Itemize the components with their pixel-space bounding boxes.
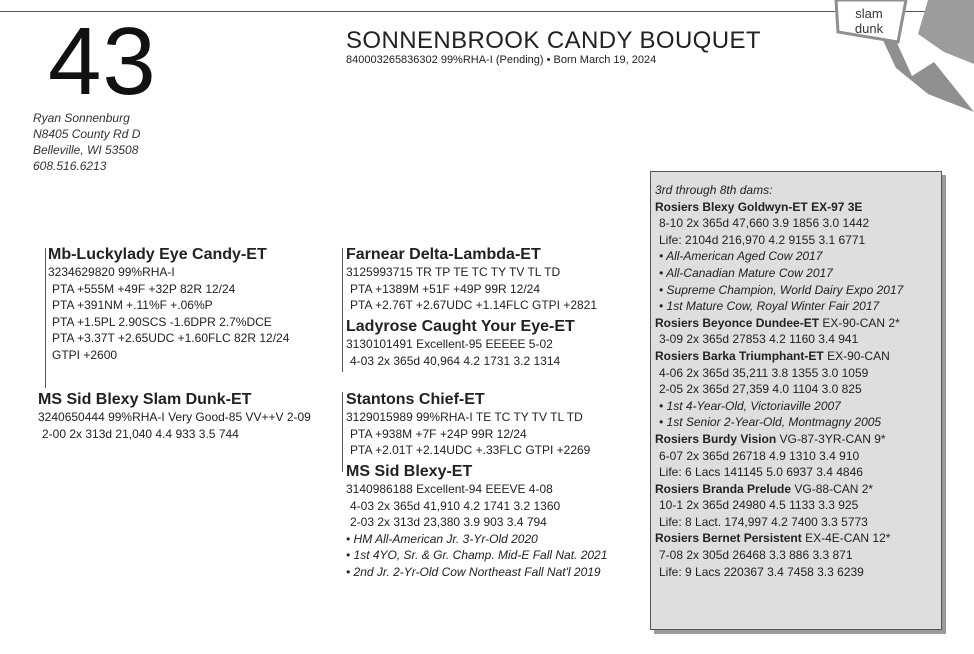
dam-8-record: 7-08 2x 305d 26468 3.3 886 3.3 871 [659, 548, 853, 563]
dam-dam-block [346, 463, 607, 581]
dam-5-title [655, 348, 937, 365]
dam-sire-line: PTA +938M +7F +24P 99R 12/24 [350, 426, 527, 441]
consignor-phone: 608.516.6213 [33, 159, 107, 173]
dam-sire-line: 3129015989 99%RHA-I TE TC TY TV TL TD [346, 410, 583, 424]
ribbon-label [836, 6, 902, 36]
dam-3-record: 8-10 2x 365d 47,660 3.9 1856 3.0 1442 [659, 216, 870, 231]
dam-block [38, 391, 311, 442]
dam-4-record: 3-09 2x 365d 27853 4.2 1160 3.4 941 [659, 332, 859, 347]
sire-dam-block [346, 318, 575, 369]
sire-sire-name: Farnear Delta-Lambda-ET [346, 246, 541, 263]
dam-6-class: VG-87-3YR-CAN 9* [779, 431, 886, 446]
dam-5-note: • 1st Senior 2-Year-Old, Montmagny 2005 [659, 415, 882, 430]
sire-dam-name: Ladyrose Caught Your Eye-ET [346, 318, 575, 335]
sire-line: GTPI +2600 [52, 347, 118, 362]
dam-dam-note: • HM All-American Jr. 3-Yr-Old 2020 [346, 531, 538, 546]
sire-line: PTA +3.37T +2.65UDC +1.60FLC 82R 12/24 [52, 331, 290, 346]
dam-sire-name: Stantons Chief-ET [346, 391, 485, 408]
sire-line: 3234629820 99%RHA-I [48, 265, 175, 279]
dam-3-title [655, 199, 937, 216]
dam-7-record: Life: 8 Lact. 174,997 4.2 7400 3.3 5773 [659, 514, 868, 529]
ribbon-line-1: slam [855, 6, 883, 21]
dam-dam-line: 4-03 2x 365d 41,910 4.2 1741 3.2 1360 [350, 498, 561, 513]
dam-line: 3240650444 99%RHA-I Very Good-85 VV++V 2-09 [38, 410, 311, 424]
sire-line: PTA +1.5PL 2.90SCS -1.6DPR 2.7%DCE [52, 314, 272, 329]
dam-3-note: • Supreme Champion, World Dairy Expo 2017 [659, 282, 904, 297]
sire-sire-line: PTA +1389M +51F +49P 99R 12/24 [350, 281, 541, 296]
dams-heading: 3rd through 8th dams: [655, 183, 773, 197]
dam-sire-block [346, 391, 590, 459]
dam-sire-line: PTA +2.01T +2.14UDC +.33FLC GTPI +2269 [350, 443, 591, 458]
sire-line: PTA +555M +49F +32P 82R 12/24 [52, 281, 236, 296]
ribbon-line-2: dunk [854, 21, 884, 36]
dam-dam-line: 2-03 2x 313d 23,380 3.9 903 3.4 794 [350, 515, 547, 530]
sire-line: PTA +391NM +.11%F +.06%P [52, 298, 213, 313]
dam-8-record: Life: 9 Lacs 220367 3.4 7458 3.3 6239 [659, 564, 864, 579]
sire-dam-line: 3130101491 Excellent-95 EEEEE 5-02 [346, 337, 553, 351]
dam-8-name: Rosiers Bernet Persistent [655, 531, 802, 546]
sire-sire-block [346, 246, 597, 314]
sire-sire-bracket [342, 248, 343, 372]
dam-dam-line: 3140986188 Excellent-94 EEEVE 4-08 [346, 482, 553, 496]
dam-sire-bracket [342, 392, 343, 472]
dam-line: 2-00 2x 313d 21,040 4.4 933 3.5 744 [42, 426, 239, 441]
dam-dam-name: MS Sid Blexy-ET [346, 463, 473, 480]
dam-3-note: • 1st Mature Cow, Royal Winter Fair 2017 [659, 299, 880, 314]
consignor-name: Ryan Sonnenburg [33, 111, 130, 125]
dam-3-note: • All-American Aged Cow 2017 [659, 249, 823, 264]
dam-6-name: Rosiers Burdy Vision [655, 431, 777, 446]
dam-4-title [655, 315, 937, 332]
dam-6-title [655, 431, 937, 448]
dam-5-record: 2-05 2x 365d 27,359 4.0 1104 3.0 825 [659, 382, 862, 397]
dam-5-class: EX-90-CAN [827, 348, 890, 363]
dam-dam-note: • 1st 4YO, Sr. & Gr. Champ. Mid-E Fall Nat. 2021 [346, 548, 608, 563]
dam-3-note: • All-Canadian Mature Cow 2017 [659, 265, 833, 280]
dam-3-record: Life: 2104d 216,970 4.2 9155 3.1 6771 [659, 232, 866, 247]
dam-8-class: EX-4E-CAN 12* [805, 531, 891, 546]
dam-4-class: EX-90-CAN 2* [822, 315, 900, 330]
sire-block [48, 246, 289, 364]
sire-sire-line: PTA +2.76T +2.67UDC +1.14FLC GTPI +2821 [350, 298, 598, 313]
animal-info: 840003265836302 99%RHA-I (Pending) • Born March 19, 2024 [346, 54, 657, 66]
dam-3-class: EX-97 3E [811, 199, 863, 214]
dam-3-name: Rosiers Blexy Goldwyn-ET [655, 199, 808, 214]
dam-7-class: VG-88-CAN 2* [794, 481, 874, 496]
sire-sire-line: 3125993715 TR TP TE TC TY TV TL TD [346, 265, 561, 279]
dam-7-record: 10-1 2x 365d 24980 4.5 1133 3.3 925 [659, 498, 859, 513]
dam-8-title [655, 530, 937, 547]
dam-5-note: • 1st 4-Year-Old, Victoriaville 2007 [659, 398, 841, 413]
dam-5-name: Rosiers Barka Triumphant-ET [655, 348, 824, 363]
dam-7-title [655, 481, 937, 498]
sire-name: Mb-Luckylady Eye Candy-ET [48, 246, 267, 263]
dam-5-record: 4-06 2x 365d 35,211 3.8 1355 3.0 1059 [659, 365, 869, 380]
extended-dams-box [650, 171, 942, 630]
animal-name: SONNENBROOK CANDY BOUQUET [346, 27, 761, 54]
consignor-info [33, 110, 140, 174]
dam-name: MS Sid Blexy Slam Dunk-ET [38, 391, 252, 408]
sire-bracket [45, 248, 46, 388]
consignor-address-2: Belleville, WI 53508 [33, 143, 139, 157]
dam-6-record: Life: 6 Lacs 141145 5.0 6937 3.4 4846 [659, 465, 863, 480]
consignor-address-1: N8405 County Rd D [33, 127, 141, 141]
dam-7-name: Rosiers Branda Prelude [655, 481, 792, 496]
lot-number: 43 [48, 8, 157, 115]
dam-4-name: Rosiers Beyonce Dundee-ET [655, 315, 820, 330]
dam-dam-note: • 2nd Jr. 2-Yr-Old Cow Northeast Fall Nat'l 2019 [346, 564, 601, 579]
dam-6-record: 6-07 2x 365d 26718 4.9 1310 3.4 910 [659, 448, 860, 463]
sire-dam-line: 4-03 2x 365d 40,964 4.2 1731 3.2 1314 [350, 353, 561, 368]
